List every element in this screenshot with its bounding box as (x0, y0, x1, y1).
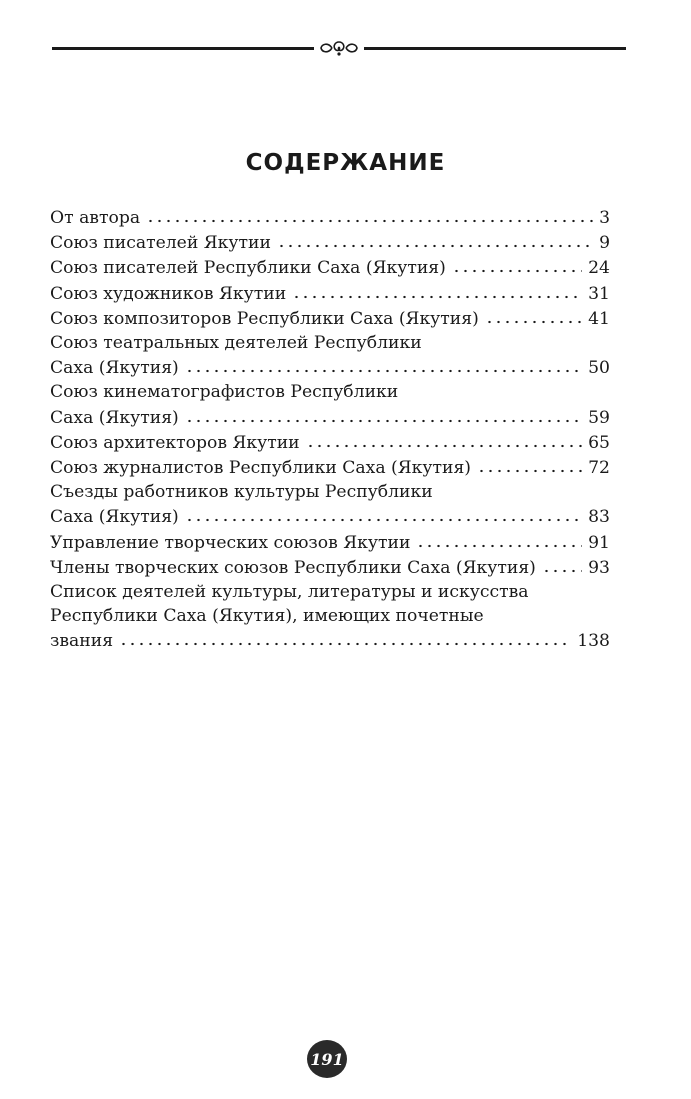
toc-entry-page: 93 (588, 557, 610, 578)
toc-entry-page: 3 (599, 208, 610, 228)
dot-leader (146, 205, 593, 223)
toc-entry-page: 91 (588, 532, 610, 553)
toc-entry-row (50, 230, 610, 255)
dot-leader (185, 504, 582, 522)
toc-entry-row (50, 355, 610, 380)
toc-entry[interactable] (50, 331, 610, 380)
toc-entry-title: Управление творческих союзов Якутии (50, 532, 411, 553)
toc-entry-row (50, 255, 610, 280)
toc-entry-page: 9 (599, 233, 610, 254)
toc-entry[interactable] (50, 455, 610, 480)
toc-entry[interactable] (50, 306, 610, 331)
toc-entry-title: Саха (Якутия) (50, 507, 179, 528)
toc-entry-page: 59 (588, 407, 610, 428)
toc-entry-page: 41 (588, 308, 610, 329)
toc-entry-row (50, 504, 610, 529)
dot-leader (542, 555, 582, 573)
toc-entry-row (50, 455, 610, 480)
toc-entry-title-line: Союз кинематографистов Республики (50, 382, 399, 403)
toc-entry-title: Союз писателей Якутии (50, 233, 271, 254)
header-ornament-rule (52, 38, 626, 58)
toc-entry[interactable] (50, 555, 610, 580)
toc-entry-title: Союз журналистов Республики Саха (Якутия) (50, 458, 471, 479)
page-number-badge: 191 (307, 1040, 347, 1078)
flourish-ornament-icon (318, 38, 360, 58)
dot-leader (185, 355, 582, 373)
toc-entry-title: Союз писателей Республики Саха (Якутия) (50, 258, 446, 279)
dot-leader (477, 455, 582, 473)
toc-entry-page: 31 (588, 283, 610, 304)
dot-leader (306, 430, 583, 448)
dot-leader (416, 530, 582, 548)
toc-entry-title: звания (50, 631, 114, 652)
toc-entry-row (50, 306, 610, 331)
toc-entry-row (50, 405, 610, 430)
toc-entry[interactable] (50, 530, 610, 555)
dot-leader (485, 306, 582, 324)
toc-entry-row (50, 281, 610, 306)
toc-entry[interactable] (50, 380, 610, 429)
dot-leader (185, 405, 582, 423)
toc-entry-title: От автора (50, 208, 141, 228)
toc-entry-title-line: Союз театральных деятелей Республики (50, 333, 422, 354)
toc-entry[interactable] (50, 281, 610, 306)
toc-entry[interactable] (50, 255, 610, 280)
table-of-contents (50, 205, 610, 654)
toc-entry-title-line: Республики Саха (Якутия), имеющих почетные (50, 606, 484, 627)
dot-leader (277, 230, 593, 248)
toc-entry-title: Союз архитекторов Якутии (50, 432, 300, 453)
toc-entry-page: 72 (588, 458, 610, 479)
toc-entry-row (50, 628, 610, 653)
page-title: СОДЕРЖАНИЕ (245, 150, 446, 176)
toc-entry-page: 138 (577, 631, 610, 652)
toc-entry-title: Члены творческих союзов Республики Саха (Якутия) (50, 557, 536, 578)
toc-entry-page: 50 (588, 358, 610, 379)
toc-entry-row (50, 205, 610, 230)
toc-entry-row (50, 555, 610, 580)
toc-entry-title: Союз художников Якутии (50, 283, 287, 304)
toc-entry-page: 65 (588, 432, 610, 453)
toc-entry[interactable] (50, 580, 610, 654)
toc-entry[interactable] (50, 205, 610, 230)
toc-entry-row (50, 530, 610, 555)
toc-entry-page: 24 (588, 258, 610, 279)
toc-entry-title: Саха (Якутия) (50, 407, 179, 428)
dot-leader (292, 281, 582, 299)
toc-entry[interactable] (50, 480, 610, 529)
toc-entry[interactable] (50, 430, 610, 455)
toc-entry-title: Саха (Якутия) (50, 358, 179, 379)
toc-entry[interactable] (50, 230, 610, 255)
header-rule-left (52, 47, 314, 50)
header-rule-right (364, 47, 626, 50)
toc-entry-title-line: Съезды работников культуры Республики (50, 482, 433, 503)
toc-entry-row (50, 430, 610, 455)
toc-entry-title: Союз композиторов Республики Саха (Якутия) (50, 308, 479, 329)
dot-leader (119, 628, 571, 646)
dot-leader (452, 255, 582, 273)
toc-entry-title-line: Список деятелей культуры, литературы и искусства (50, 582, 529, 603)
toc-entry-page: 83 (588, 507, 610, 528)
